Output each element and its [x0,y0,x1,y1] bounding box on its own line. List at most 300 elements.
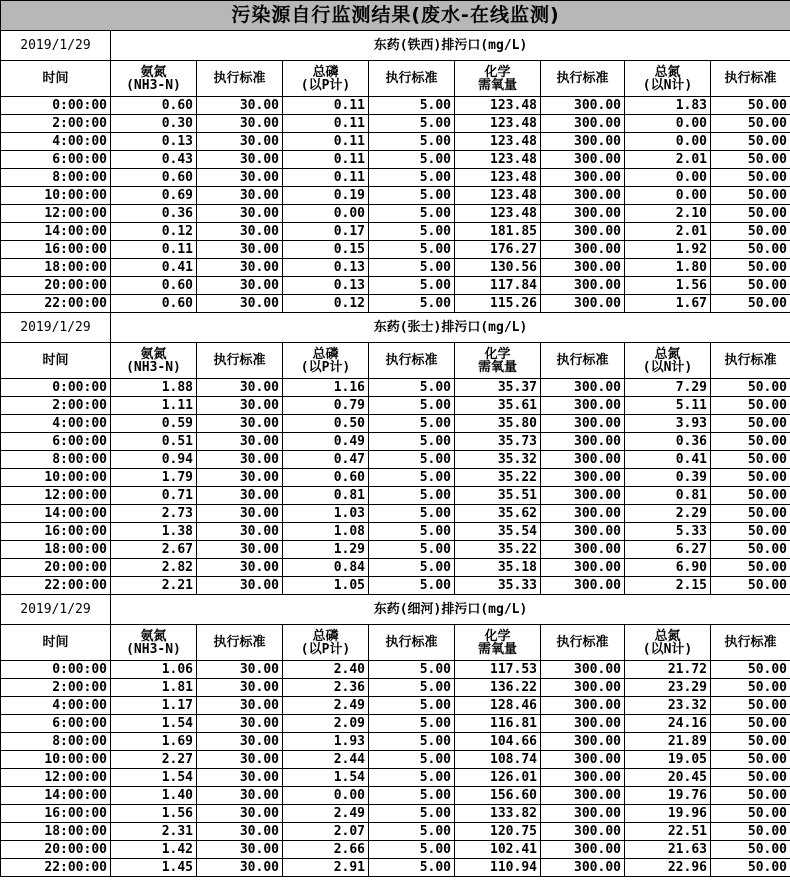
ammonia-value: 0.69 [111,187,197,205]
cod-standard: 300.00 [541,397,625,415]
ammonia-standard: 30.00 [197,505,283,523]
phosphorus-value: 0.79 [283,397,369,415]
cod-standard: 300.00 [541,661,625,679]
table-row [1,379,790,397]
nitrogen-standard: 50.00 [711,259,790,277]
table-row [1,577,790,595]
cod-value: 35.54 [455,523,541,541]
ammonia-value: 1.81 [111,679,197,697]
nitrogen-standard: 50.00 [711,577,790,595]
header-total-nitrogen-line: 总氮 [654,346,681,362]
phosphorus-standard: 5.00 [369,187,455,205]
nitrogen-standard: 50.00 [711,679,790,697]
cod-value: 35.33 [455,577,541,595]
time-cell: 22:00:00 [1,859,111,877]
header-standard [711,625,790,661]
ammonia-value: 0.51 [111,433,197,451]
cod-standard: 300.00 [541,379,625,397]
ammonia-value: 2.73 [111,505,197,523]
ammonia-value: 0.60 [111,295,197,313]
header-standard-line: 执行标准 [213,71,266,86]
sheet-body [1,1,790,877]
column-header-row [1,343,790,379]
time-cell: 14:00:00 [1,505,111,523]
nitrogen-value: 1.92 [625,241,711,259]
nitrogen-value: 22.51 [625,823,711,841]
phosphorus-value: 1.54 [283,769,369,787]
table-row [1,805,790,823]
header-total-nitrogen-line: 总氮 [654,628,681,644]
time-cell: 12:00:00 [1,487,111,505]
phosphorus-value: 0.11 [283,97,369,115]
nitrogen-standard: 50.00 [711,151,790,169]
phosphorus-value: 0.12 [283,295,369,313]
nitrogen-value: 21.72 [625,661,711,679]
phosphorus-value: 0.00 [283,787,369,805]
header-cod-line: 需氧量 [477,77,517,93]
phosphorus-standard: 5.00 [369,433,455,451]
header-ammonia-line: (NH3-N) [126,77,181,93]
time-cell: 4:00:00 [1,133,111,151]
ammonia-standard: 30.00 [197,697,283,715]
cod-standard: 300.00 [541,823,625,841]
nitrogen-standard: 50.00 [711,733,790,751]
phosphorus-value: 2.49 [283,805,369,823]
time-cell: 22:00:00 [1,577,111,595]
ammonia-value: 1.88 [111,379,197,397]
header-total-phosphorus-line: 总磷 [312,628,339,644]
cod-standard: 300.00 [541,679,625,697]
ammonia-value: 2.67 [111,541,197,559]
ammonia-standard: 30.00 [197,787,283,805]
time-cell: 14:00:00 [1,787,111,805]
cod-standard: 300.00 [541,751,625,769]
ammonia-standard: 30.00 [197,415,283,433]
phosphorus-value: 1.93 [283,733,369,751]
table-row [1,541,790,559]
cod-standard: 300.00 [541,859,625,877]
table-row [1,151,790,169]
nitrogen-standard: 50.00 [711,169,790,187]
nitrogen-standard: 50.00 [711,187,790,205]
header-total-nitrogen-line: (以N计) [642,77,693,93]
column-header-row [1,61,790,97]
cod-value: 126.01 [455,769,541,787]
nitrogen-value: 2.10 [625,205,711,223]
phosphorus-value: 0.15 [283,241,369,259]
phosphorus-standard: 5.00 [369,769,455,787]
header-standard [197,625,283,661]
nitrogen-value: 0.00 [625,187,711,205]
ammonia-standard: 30.00 [197,733,283,751]
cod-value: 117.53 [455,661,541,679]
time-cell: 10:00:00 [1,187,111,205]
time-cell: 20:00:00 [1,841,111,859]
cod-standard: 300.00 [541,115,625,133]
table-row [1,115,790,133]
cod-standard: 300.00 [541,559,625,577]
ammonia-value: 0.94 [111,451,197,469]
table-row [1,559,790,577]
phosphorus-standard: 5.00 [369,205,455,223]
table-row [1,241,790,259]
ammonia-value: 1.06 [111,661,197,679]
nitrogen-standard: 50.00 [711,397,790,415]
time-cell: 2:00:00 [1,115,111,133]
time-cell: 14:00:00 [1,223,111,241]
ammonia-value: 0.60 [111,97,197,115]
header-total-nitrogen [625,343,711,379]
cod-standard: 300.00 [541,97,625,115]
cod-standard: 300.00 [541,451,625,469]
phosphorus-standard: 5.00 [369,679,455,697]
phosphorus-standard: 5.00 [369,151,455,169]
nitrogen-standard: 50.00 [711,223,790,241]
table-row [1,679,790,697]
nitrogen-value: 0.00 [625,115,711,133]
phosphorus-standard: 5.00 [369,559,455,577]
header-total-phosphorus [283,61,369,97]
phosphorus-standard: 5.00 [369,451,455,469]
header-total-phosphorus-line: (以P计) [300,77,351,93]
header-time [1,61,111,97]
time-cell: 20:00:00 [1,277,111,295]
phosphorus-standard: 5.00 [369,577,455,595]
phosphorus-value: 0.60 [283,469,369,487]
table-row [1,841,790,859]
ammonia-value: 0.71 [111,487,197,505]
nitrogen-value: 2.29 [625,505,711,523]
phosphorus-value: 2.36 [283,679,369,697]
cod-standard: 300.00 [541,841,625,859]
ammonia-standard: 30.00 [197,715,283,733]
header-ammonia [111,343,197,379]
table-row [1,259,790,277]
header-time [1,343,111,379]
time-cell: 4:00:00 [1,415,111,433]
nitrogen-value: 1.56 [625,277,711,295]
cod-value: 35.22 [455,541,541,559]
ammonia-standard: 30.00 [197,433,283,451]
time-cell: 22:00:00 [1,295,111,313]
table-row [1,397,790,415]
nitrogen-standard: 50.00 [711,769,790,787]
phosphorus-value: 1.08 [283,523,369,541]
cod-value: 35.80 [455,415,541,433]
phosphorus-value: 2.40 [283,661,369,679]
phosphorus-value: 2.09 [283,715,369,733]
outlet-name: 东药(铁西)排污口(mg/L) [111,31,790,61]
ammonia-standard: 30.00 [197,661,283,679]
ammonia-value: 1.56 [111,805,197,823]
ammonia-standard: 30.00 [197,187,283,205]
cod-value: 133.82 [455,805,541,823]
cod-value: 123.48 [455,205,541,223]
header-standard [369,625,455,661]
ammonia-value: 0.43 [111,151,197,169]
header-standard-line: 执行标准 [385,353,438,368]
cod-standard: 300.00 [541,577,625,595]
phosphorus-value: 0.50 [283,415,369,433]
cod-standard: 300.00 [541,295,625,313]
cod-standard: 300.00 [541,169,625,187]
header-ammonia [111,625,197,661]
time-cell: 8:00:00 [1,733,111,751]
section-date: 2019/1/29 [1,313,111,343]
nitrogen-value: 24.16 [625,715,711,733]
table-row [1,451,790,469]
table-row [1,769,790,787]
ammonia-standard: 30.00 [197,97,283,115]
nitrogen-value: 1.83 [625,97,711,115]
header-time-line: 时间 [42,635,69,650]
cod-standard: 300.00 [541,133,625,151]
header-standard-line: 执行标准 [213,635,266,650]
phosphorus-value: 0.13 [283,277,369,295]
nitrogen-value: 19.76 [625,787,711,805]
ammonia-value: 0.60 [111,169,197,187]
phosphorus-value: 0.84 [283,559,369,577]
table-row [1,487,790,505]
time-cell: 10:00:00 [1,469,111,487]
ammonia-standard: 30.00 [197,379,283,397]
header-standard [197,61,283,97]
nitrogen-standard: 50.00 [711,277,790,295]
cod-value: 35.22 [455,469,541,487]
header-standard [369,343,455,379]
header-total-nitrogen-line: (以N计) [642,359,693,375]
ammonia-value: 2.82 [111,559,197,577]
header-total-phosphorus-line: 总磷 [312,64,339,80]
cod-value: 108.74 [455,751,541,769]
phosphorus-standard: 5.00 [369,277,455,295]
time-cell: 20:00:00 [1,559,111,577]
nitrogen-value: 23.29 [625,679,711,697]
ammonia-standard: 30.00 [197,823,283,841]
phosphorus-standard: 5.00 [369,841,455,859]
header-total-nitrogen [625,61,711,97]
phosphorus-value: 2.44 [283,751,369,769]
nitrogen-standard: 50.00 [711,379,790,397]
ammonia-value: 2.31 [111,823,197,841]
nitrogen-value: 22.96 [625,859,711,877]
cod-value: 156.60 [455,787,541,805]
time-cell: 16:00:00 [1,241,111,259]
time-cell: 0:00:00 [1,379,111,397]
phosphorus-value: 1.29 [283,541,369,559]
nitrogen-standard: 50.00 [711,541,790,559]
cod-standard: 300.00 [541,259,625,277]
header-time-line: 时间 [42,71,69,86]
ammonia-value: 1.54 [111,715,197,733]
cod-value: 123.48 [455,115,541,133]
header-cod-line: 需氧量 [477,359,517,375]
ammonia-value: 1.38 [111,523,197,541]
ammonia-value: 0.59 [111,415,197,433]
cod-value: 176.27 [455,241,541,259]
cod-standard: 300.00 [541,787,625,805]
phosphorus-standard: 5.00 [369,505,455,523]
header-standard [197,343,283,379]
phosphorus-value: 2.66 [283,841,369,859]
section-header-row [1,595,790,625]
nitrogen-value: 19.96 [625,805,711,823]
header-standard-line: 执行标准 [724,635,777,650]
time-cell: 10:00:00 [1,751,111,769]
cod-value: 110.94 [455,859,541,877]
header-cod-line: 化学 [484,346,511,362]
section-header-row [1,313,790,343]
ammonia-standard: 30.00 [197,223,283,241]
time-cell: 8:00:00 [1,451,111,469]
ammonia-standard: 30.00 [197,523,283,541]
nitrogen-value: 23.32 [625,697,711,715]
cod-standard: 300.00 [541,241,625,259]
header-standard-line: 执行标准 [556,353,609,368]
phosphorus-standard: 5.00 [369,223,455,241]
nitrogen-value: 19.05 [625,751,711,769]
cod-standard: 300.00 [541,223,625,241]
phosphorus-standard: 5.00 [369,751,455,769]
time-cell: 18:00:00 [1,541,111,559]
nitrogen-standard: 50.00 [711,487,790,505]
ammonia-value: 2.27 [111,751,197,769]
phosphorus-standard: 5.00 [369,469,455,487]
phosphorus-value: 0.81 [283,487,369,505]
cod-value: 35.61 [455,397,541,415]
nitrogen-standard: 50.00 [711,415,790,433]
nitrogen-standard: 50.00 [711,805,790,823]
nitrogen-value: 2.01 [625,151,711,169]
phosphorus-value: 1.16 [283,379,369,397]
nitrogen-value: 0.00 [625,133,711,151]
header-standard [711,343,790,379]
nitrogen-value: 2.01 [625,223,711,241]
table-row [1,205,790,223]
cod-value: 128.46 [455,697,541,715]
cod-standard: 300.00 [541,277,625,295]
ammonia-standard: 30.00 [197,751,283,769]
phosphorus-standard: 5.00 [369,523,455,541]
cod-value: 136.22 [455,679,541,697]
cod-value: 123.48 [455,169,541,187]
section-header-row [1,31,790,61]
nitrogen-standard: 50.00 [711,451,790,469]
ammonia-standard: 30.00 [197,487,283,505]
header-total-nitrogen-line: 总氮 [654,64,681,80]
phosphorus-standard: 5.00 [369,733,455,751]
time-cell: 12:00:00 [1,205,111,223]
ammonia-standard: 30.00 [197,277,283,295]
time-cell: 12:00:00 [1,769,111,787]
table-row [1,715,790,733]
table-row [1,697,790,715]
cod-value: 115.26 [455,295,541,313]
phosphorus-value: 0.11 [283,115,369,133]
header-total-nitrogen [625,625,711,661]
ammonia-standard: 30.00 [197,859,283,877]
table-row [1,295,790,313]
cod-standard: 300.00 [541,151,625,169]
table-row [1,187,790,205]
phosphorus-value: 1.03 [283,505,369,523]
time-cell: 18:00:00 [1,259,111,277]
cod-standard: 300.00 [541,205,625,223]
ammonia-standard: 30.00 [197,559,283,577]
ammonia-value: 1.17 [111,697,197,715]
header-standard-line: 执行标准 [556,71,609,86]
time-cell: 8:00:00 [1,169,111,187]
ammonia-value: 0.36 [111,205,197,223]
header-cod [455,343,541,379]
nitrogen-standard: 50.00 [711,205,790,223]
phosphorus-value: 0.49 [283,433,369,451]
nitrogen-value: 20.45 [625,769,711,787]
table-row [1,469,790,487]
nitrogen-standard: 50.00 [711,133,790,151]
nitrogen-value: 1.67 [625,295,711,313]
header-total-phosphorus-line: 总磷 [312,346,339,362]
cod-standard: 300.00 [541,487,625,505]
title-row [1,1,790,31]
header-time-line: 时间 [42,353,69,368]
nitrogen-standard: 50.00 [711,469,790,487]
phosphorus-standard: 5.00 [369,805,455,823]
header-standard [541,61,625,97]
table-row [1,823,790,841]
header-total-nitrogen-line: (以N计) [642,641,693,657]
phosphorus-standard: 5.00 [369,97,455,115]
outlet-name: 东药(张士)排污口(mg/L) [111,313,790,343]
table-row [1,787,790,805]
header-standard-line: 执行标准 [556,635,609,650]
outlet-name: 东药(细河)排污口(mg/L) [111,595,790,625]
cod-value: 35.51 [455,487,541,505]
nitrogen-standard: 50.00 [711,505,790,523]
header-ammonia-line: (NH3-N) [126,359,181,375]
header-total-phosphorus-line: (以P计) [300,641,351,657]
phosphorus-value: 0.00 [283,205,369,223]
table-row [1,733,790,751]
cod-standard: 300.00 [541,733,625,751]
ammonia-value: 0.13 [111,133,197,151]
cod-value: 123.48 [455,187,541,205]
ammonia-value: 2.21 [111,577,197,595]
ammonia-value: 1.45 [111,859,197,877]
phosphorus-standard: 5.00 [369,715,455,733]
time-cell: 0:00:00 [1,97,111,115]
ammonia-value: 1.11 [111,397,197,415]
ammonia-standard: 30.00 [197,769,283,787]
phosphorus-value: 0.11 [283,169,369,187]
nitrogen-value: 2.15 [625,577,711,595]
table-row [1,415,790,433]
nitrogen-standard: 50.00 [711,787,790,805]
phosphorus-standard: 5.00 [369,259,455,277]
header-standard-line: 执行标准 [213,353,266,368]
cod-value: 123.48 [455,151,541,169]
phosphorus-standard: 5.00 [369,661,455,679]
phosphorus-standard: 5.00 [369,823,455,841]
header-total-phosphorus [283,343,369,379]
cod-value: 120.75 [455,823,541,841]
nitrogen-standard: 50.00 [711,661,790,679]
cod-value: 35.37 [455,379,541,397]
phosphorus-value: 1.05 [283,577,369,595]
ammonia-value: 0.30 [111,115,197,133]
nitrogen-standard: 50.00 [711,823,790,841]
column-header-row [1,625,790,661]
